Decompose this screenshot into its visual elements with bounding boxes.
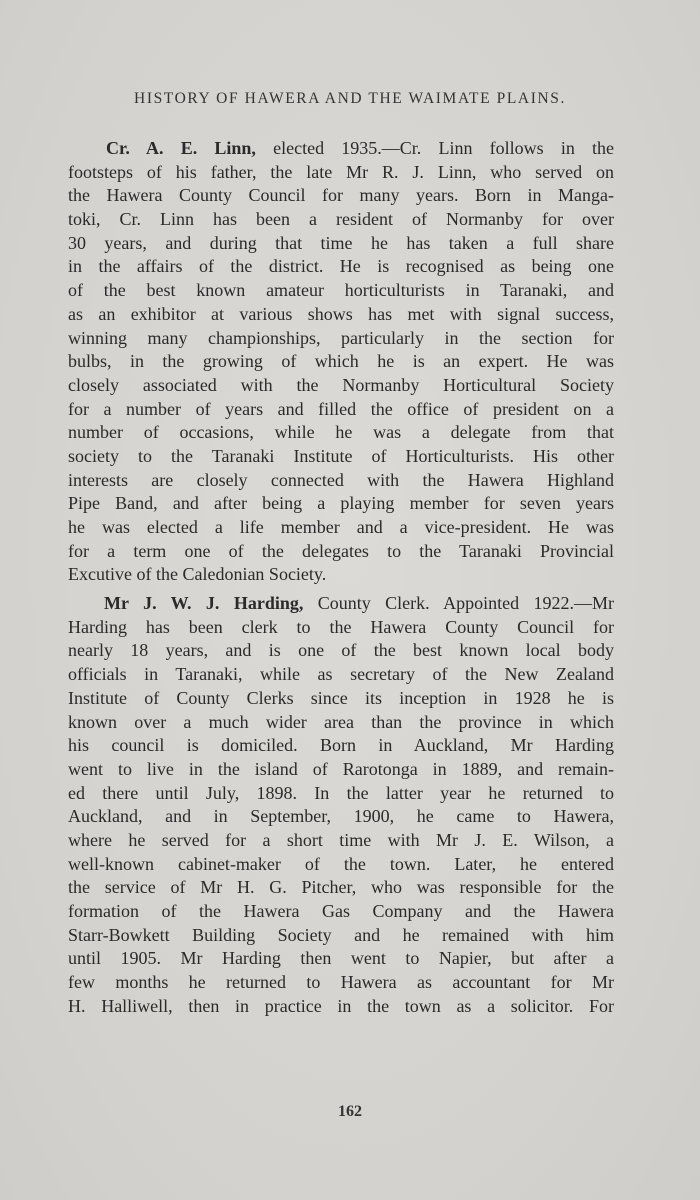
text-line bbox=[68, 592, 614, 616]
text-line: he was elected a life member and a vice-president. He was bbox=[68, 517, 614, 537]
body-text bbox=[68, 137, 614, 1018]
text-line: winning many championships, particularly in the section for bbox=[68, 327, 614, 348]
paragraph-harding bbox=[68, 592, 614, 1018]
text-line: officials in Taranaki, while as secretary of the New Zealand bbox=[68, 664, 614, 685]
text-line: Auckland, and in September, 1900, he came to Hawera, bbox=[68, 806, 614, 827]
text-line: went to live in the island of Rarotonga in 1889, and remain- bbox=[68, 758, 614, 779]
text-line: closely associated with the Normanby Horticultural Society bbox=[68, 374, 614, 395]
text-line: bulbs, in the growing of which he is an expert. He was bbox=[68, 351, 614, 372]
text-line: nearly 18 years, and is one of the best known local body bbox=[68, 640, 614, 661]
text-line: well-known cabinet-maker of the town. Later, he entered bbox=[68, 853, 614, 874]
text-line: of the best known amateur horticulturists in Taranaki, and bbox=[68, 280, 614, 301]
entry-intro-harding: County Clerk. Appointed 1922.—Mr bbox=[303, 593, 614, 614]
paragraph-linn bbox=[68, 137, 614, 587]
text-line: interests are closely connected with the Hawera Highland bbox=[68, 469, 614, 490]
text-line: the service of Mr H. G. Pitcher, who was responsible for the bbox=[68, 877, 614, 898]
text-line: for a term one of the delegates to the Taranaki Provincial bbox=[68, 540, 614, 561]
text-line: Harding has been clerk to the Hawera County Council for bbox=[68, 616, 614, 637]
text-line: formation of the Hawera Gas Company and the Hawera bbox=[68, 901, 614, 921]
text-line: his council is domiciled. Born in Auckland, Mr Harding bbox=[68, 735, 614, 756]
text-line: as an exhibitor at various shows has met with signal success, bbox=[68, 303, 614, 324]
text-line bbox=[68, 137, 614, 161]
text-line: until 1905. Mr Harding then went to Napier, but after a bbox=[68, 948, 614, 969]
text-line: Institute of County Clerks since its inception in 1928 he is bbox=[68, 687, 614, 708]
text-line: toki, Cr. Linn has been a resident of Normanby for over bbox=[68, 209, 614, 230]
text-line: 30 years, and during that time he has taken a full share bbox=[68, 232, 614, 253]
text-line: in the affairs of the district. He is recognised as being one bbox=[68, 256, 614, 277]
entry-intro-linn: elected 1935.—Cr. Linn follows in the bbox=[255, 138, 614, 158]
text-line: Pipe Band, and after being a playing member for seven years bbox=[68, 493, 614, 514]
text-line: H. Halliwell, then in practice in the town as a solicitor. For bbox=[68, 995, 614, 1016]
running-head: HISTORY OF HAWERA AND THE WAIMATE PLAINS. bbox=[134, 90, 566, 107]
text-line: ed there until July, 1898. In the latter year he returned to bbox=[68, 782, 614, 803]
page-number: 162 bbox=[338, 1103, 362, 1120]
text-line: Excutive of the Caledonian Society. bbox=[68, 564, 327, 585]
text-line: where he served for a short time with Mr J. E. Wilson, a bbox=[68, 829, 614, 850]
text-line: number of occasions, while he was a delegate from that bbox=[68, 422, 614, 443]
text-line: Starr-Bowkett Building Society and he remained with him bbox=[68, 924, 614, 945]
text-line: footsteps of his father, the late Mr R. J. Linn, who served on bbox=[68, 161, 614, 182]
text-line: for a number of years and filled the office of president on a bbox=[68, 398, 614, 419]
text-line: the Hawera County Council for many years. Born in Manga- bbox=[68, 185, 614, 206]
entry-name-harding: Mr J. W. J. Harding, bbox=[104, 593, 304, 614]
text-line: known over a much wider area than the province in which bbox=[68, 711, 614, 732]
text-line: few months he returned to Hawera as accountant for Mr bbox=[68, 972, 614, 993]
text-line: society to the Taranaki Institute of Horticulturists. His other bbox=[68, 445, 614, 466]
entry-name-linn: Cr. A. E. Linn, bbox=[106, 138, 256, 158]
